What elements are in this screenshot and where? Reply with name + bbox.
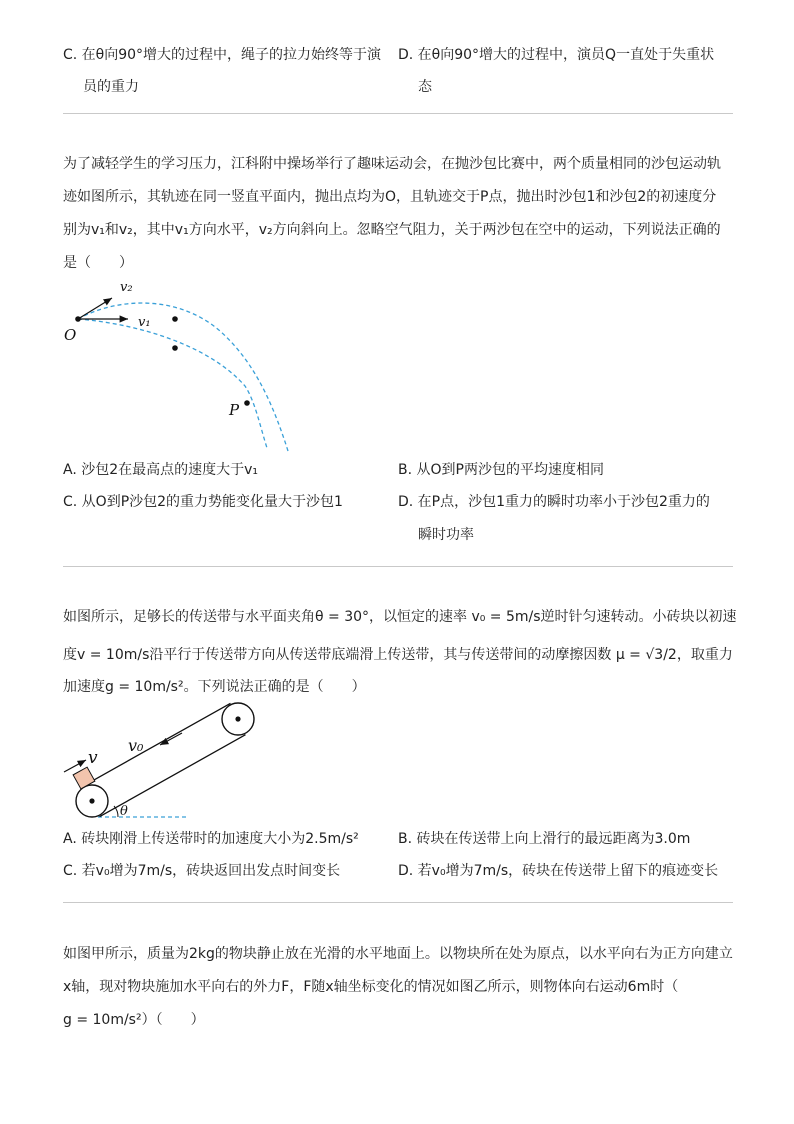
q1-option-b: B. 从O到P两沙包的平均速度相同 bbox=[398, 462, 604, 478]
q1-stem-line4: 是（ ） bbox=[63, 255, 133, 271]
point-o bbox=[75, 316, 81, 322]
label-v: v bbox=[88, 748, 98, 768]
label-v1: v₁ bbox=[138, 315, 151, 330]
q1-option-d-line2: 瞬时功率 bbox=[418, 527, 474, 543]
pulley-axle bbox=[89, 798, 94, 803]
label-v0: v₀ bbox=[128, 736, 144, 755]
belt-top bbox=[85, 703, 231, 785]
q1-option-a: A. 沙包2在最高点的速度大于v₁ bbox=[63, 462, 259, 478]
q2-stem-line2: 度v = 10m/s沿平行于传送带方向从传送带底端滑上传送带，其与传送带间的动摩擦因数 μ = √3/2，取重力 bbox=[63, 647, 733, 663]
q2-option-d: D. 若v₀增为7m/s，砖块在传送带上留下的痕迹变长 bbox=[398, 863, 719, 879]
divider bbox=[63, 902, 733, 903]
divider bbox=[63, 566, 733, 567]
label-p: P bbox=[229, 401, 240, 419]
q0-option-c-line1: C. 在θ向90°增大的过程中，绳子的拉力始终等于演 bbox=[63, 47, 382, 63]
q1-stem-line3: 别为v₁和v₂，其中v₁方向水平，v₂方向斜向上。忽略空气阻力，关于两沙包在空中的运动，下列说法正确的 bbox=[63, 222, 721, 238]
point-marker bbox=[172, 345, 178, 351]
trajectory-2-curve bbox=[78, 303, 288, 451]
label-v2: v₂ bbox=[120, 280, 133, 295]
q3-stem-line1: 如图甲所示，质量为2kg的物块静止放在光滑的水平地面上。以物块所在处为原点，以水平向右为正方向建立 bbox=[63, 946, 733, 962]
q1-stem-line1: 为了减轻学生的学习压力，江科附中操场举行了趣味运动会，在抛沙包比赛中，两个质量相同的沙包运动轨 bbox=[63, 156, 721, 172]
q1-stem-line2: 迹如图所示，其轨迹在同一竖直平面内，抛出点均为O，且轨迹交于P点，抛出时沙包1和沙包2的初速度分 bbox=[63, 189, 717, 205]
q1-option-d-line1: D. 在P点，沙包1重力的瞬时功率小于沙包2重力的 bbox=[398, 494, 710, 510]
q2-stem-line1: 如图所示，足够长的传送带与水平面夹角θ = 30°，以恒定的速率 v₀ = 5m/s逆时针匀速转动。小砖块以初速 bbox=[63, 609, 737, 625]
q3-stem-line2: x轴，现对物块施加水平向右的外力F，F随x轴坐标变化的情况如图乙所示，则物体向右运动6m时（ bbox=[63, 979, 679, 995]
q0-option-c-line2: 员的重力 bbox=[83, 79, 139, 95]
point-marker bbox=[172, 316, 178, 322]
q3-stem-line3: g = 10m/s²）（ ） bbox=[63, 1012, 205, 1028]
point-p bbox=[244, 400, 250, 406]
v0-arrow bbox=[160, 733, 182, 745]
q0-option-d-line2: 态 bbox=[418, 79, 432, 95]
label-o: O bbox=[64, 326, 77, 344]
q0-option-d-line1: D. 在θ向90°增大的过程中，演员Q一直处于失重状 bbox=[398, 47, 715, 63]
q2-option-b: B. 砖块在传送带上向上滑行的最远距离为3.0m bbox=[398, 831, 691, 847]
q2-option-c: C. 若v₀增为7m/s，砖块返回出发点时间变长 bbox=[63, 863, 341, 879]
divider bbox=[63, 113, 733, 114]
q1-option-c: C. 从O到P沙包2的重力势能变化量大于沙包1 bbox=[63, 494, 343, 510]
q2-conveyor-figure bbox=[58, 700, 268, 824]
trajectory-1-curve bbox=[78, 319, 267, 448]
pulley-axle bbox=[235, 716, 240, 721]
v2-arrow bbox=[78, 298, 112, 319]
label-theta: θ bbox=[120, 804, 128, 819]
q2-option-a: A. 砖块刚滑上传送带时的加速度大小为2.5m/s² bbox=[63, 831, 359, 847]
q2-stem-line3: 加速度g = 10m/s²。下列说法正确的是（ ） bbox=[63, 679, 366, 695]
q1-trajectory-figure bbox=[60, 276, 300, 454]
